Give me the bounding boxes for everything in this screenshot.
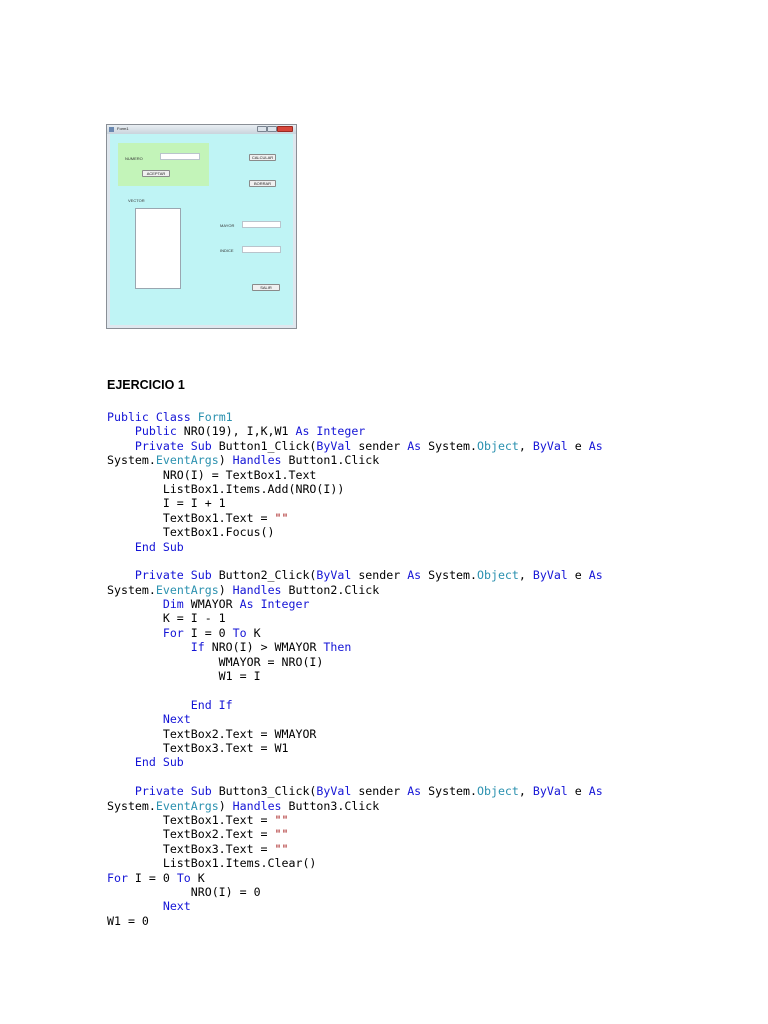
code-line [107, 568, 603, 582]
code-token: e [574, 784, 589, 799]
code-token: Public Class [107, 410, 198, 424]
code-token: System. [107, 798, 156, 813]
code-token: Handles [232, 582, 289, 597]
code-token [107, 899, 163, 913]
borrar-button: BORRAR [249, 180, 276, 187]
code-line [107, 813, 603, 827]
numero-label: NUMERO [125, 156, 143, 161]
code-token [107, 712, 163, 726]
code-token: Private Sub [134, 438, 219, 453]
code-line [107, 784, 603, 798]
maximize-button [267, 126, 277, 132]
indice-textbox [242, 246, 281, 253]
code-token: e [574, 568, 589, 583]
code-line [107, 799, 603, 813]
form-screenshot [106, 124, 297, 329]
code-token: Handles [232, 453, 289, 468]
code-token: ) [218, 453, 233, 468]
code-token [107, 698, 191, 712]
code-line [107, 626, 603, 640]
code-token: sender [358, 568, 408, 583]
code-line [107, 439, 603, 453]
code-token: WMAYOR [190, 597, 240, 612]
code-token: Object [477, 568, 519, 583]
salir-button: SALIR [252, 284, 280, 291]
code-token [107, 568, 135, 582]
code-token: ByVal [316, 438, 359, 453]
code-line [107, 669, 603, 683]
code-token: As [407, 568, 429, 583]
code-token: System. [107, 453, 156, 468]
code-token: TextBox2.Text = WMAYOR [107, 726, 317, 741]
window-title: Form1 [117, 126, 129, 131]
code-line [107, 827, 603, 841]
code-token: Form1 [197, 410, 233, 424]
code-line [107, 914, 603, 928]
code-line [107, 511, 603, 525]
code-token: ByVal [316, 568, 359, 583]
code-line [107, 741, 603, 755]
code-token: "" [274, 510, 289, 525]
code-token: ) [218, 798, 233, 813]
code-line [107, 525, 603, 539]
code-line [107, 597, 603, 611]
calcular-button: CALCULAR [249, 154, 276, 161]
code-token: System. [107, 582, 156, 597]
code-token: As [588, 568, 603, 583]
code-token: ) [218, 582, 233, 597]
code-line [107, 482, 603, 496]
code-token: NRO(I) = 0 [107, 884, 261, 899]
form-client-area [110, 134, 293, 325]
code-token [107, 439, 135, 453]
code-token [107, 424, 135, 438]
code-token: EventArgs [155, 453, 219, 468]
code-token: Button3_Click( [218, 784, 317, 799]
code-token: As [407, 784, 429, 799]
code-token: Button1_Click( [218, 438, 317, 453]
code-token: I = 0 [190, 625, 233, 640]
code-token: ByVal [532, 568, 575, 583]
code-token: End If [190, 697, 233, 712]
code-token: K [253, 625, 261, 640]
code-token [107, 540, 135, 554]
code-token: , [518, 784, 533, 799]
window-titlebar [107, 125, 296, 134]
code-token: W1 = 0 [107, 913, 149, 928]
code-token: Next [162, 899, 191, 914]
mayor-textbox [242, 221, 281, 228]
code-line [107, 410, 603, 424]
code-token: NRO(19), I,K,W1 [183, 424, 296, 439]
code-token: Next [162, 712, 191, 727]
code-token: Public [134, 424, 184, 439]
code-token [107, 784, 135, 798]
code-token: WMAYOR = NRO(I) [107, 654, 324, 669]
code-line [107, 655, 603, 669]
code-line [107, 554, 603, 568]
code-line [107, 424, 603, 438]
code-token: TextBox1.Text = [107, 510, 275, 525]
code-token: To [176, 870, 198, 885]
code-line [107, 540, 603, 554]
code-token: End Sub [134, 539, 184, 554]
code-token: ByVal [532, 784, 575, 799]
code-token: , [518, 438, 533, 453]
code-token: Button1.Click [288, 453, 380, 468]
code-token: TextBox3.Text = W1 [107, 740, 289, 755]
code-line [107, 683, 603, 697]
code-token: NRO(I) > WMAYOR [211, 640, 324, 655]
code-line [107, 468, 603, 482]
code-line [107, 698, 603, 712]
code-token: To [232, 625, 254, 640]
code-token: ByVal [532, 438, 575, 453]
code-token: Handles [232, 798, 289, 813]
input-group-panel [118, 143, 209, 186]
code-token: "" [274, 841, 289, 856]
code-line [107, 453, 603, 467]
code-token: e [574, 438, 589, 453]
vector-label: VECTOR [128, 198, 145, 203]
code-token: EventArgs [155, 798, 219, 813]
code-line [107, 640, 603, 654]
code-token: I = 0 [134, 870, 177, 885]
code-token: End Sub [134, 755, 184, 770]
minimize-button [257, 126, 267, 132]
close-button [277, 126, 293, 132]
code-line [107, 842, 603, 856]
app-icon [109, 127, 114, 132]
code-line [107, 770, 603, 784]
code-token: Private Sub [134, 784, 219, 799]
code-token: TextBox2.Text = [107, 827, 275, 842]
code-line [107, 899, 603, 913]
code-token: If [190, 640, 212, 655]
code-token: "" [274, 827, 289, 842]
code-token: , [518, 568, 533, 583]
code-token: EventArgs [155, 582, 219, 597]
code-line [107, 727, 603, 741]
code-token [107, 626, 163, 640]
code-line [107, 712, 603, 726]
aceptar-button: ACEPTAR [142, 170, 170, 177]
code-token: As [588, 438, 603, 453]
code-token: System. [428, 784, 478, 799]
code-token: TextBox3.Text = [107, 841, 275, 856]
code-token: I = I + 1 [107, 496, 226, 511]
code-line [107, 611, 603, 625]
code-token: "" [274, 812, 289, 827]
code-token: Button2.Click [288, 582, 380, 597]
code-token: W1 = I [107, 669, 261, 684]
code-token: Then [323, 640, 352, 655]
code-token: K [197, 870, 205, 885]
code-token: For [162, 625, 191, 640]
code-token: sender [358, 438, 408, 453]
numero-textbox [160, 153, 200, 160]
mayor-label: MAYOR [220, 223, 235, 228]
code-line [107, 755, 603, 769]
indice-label: INDICE [220, 248, 234, 253]
code-line [107, 496, 603, 510]
code-token: As Integer [295, 424, 366, 439]
code-token: TextBox1.Focus() [107, 525, 275, 540]
code-token: As Integer [239, 597, 310, 612]
code-line [107, 871, 603, 885]
code-token [107, 597, 163, 611]
code-token: ListBox1.Items.Clear() [107, 856, 317, 871]
code-token: K = I - 1 [107, 611, 226, 626]
code-token: As [407, 438, 429, 453]
code-token: ListBox1.Items.Add(NRO(I)) [107, 481, 345, 496]
code-listing [107, 410, 603, 928]
code-token: NRO(I) = TextBox1.Text [107, 467, 317, 482]
code-token: ByVal [316, 784, 359, 799]
code-line [107, 856, 603, 870]
code-token: For [107, 870, 135, 885]
code-token: TextBox1.Text = [107, 812, 275, 827]
code-token: As [588, 784, 603, 799]
code-token: Private Sub [134, 568, 219, 583]
exercise-heading: EJERCICIO 1 [107, 378, 185, 392]
code-token: sender [358, 784, 408, 799]
code-token: Dim [162, 597, 191, 612]
code-token: System. [428, 568, 478, 583]
code-token: Object [477, 438, 519, 453]
code-token: Button2_Click( [218, 568, 317, 583]
code-token [107, 640, 191, 654]
code-token [107, 755, 135, 769]
code-line [107, 885, 603, 899]
code-line [107, 583, 603, 597]
code-token: System. [428, 438, 478, 453]
code-token: Button3.Click [288, 798, 380, 813]
code-token: Object [477, 784, 519, 799]
vector-listbox [135, 208, 181, 289]
